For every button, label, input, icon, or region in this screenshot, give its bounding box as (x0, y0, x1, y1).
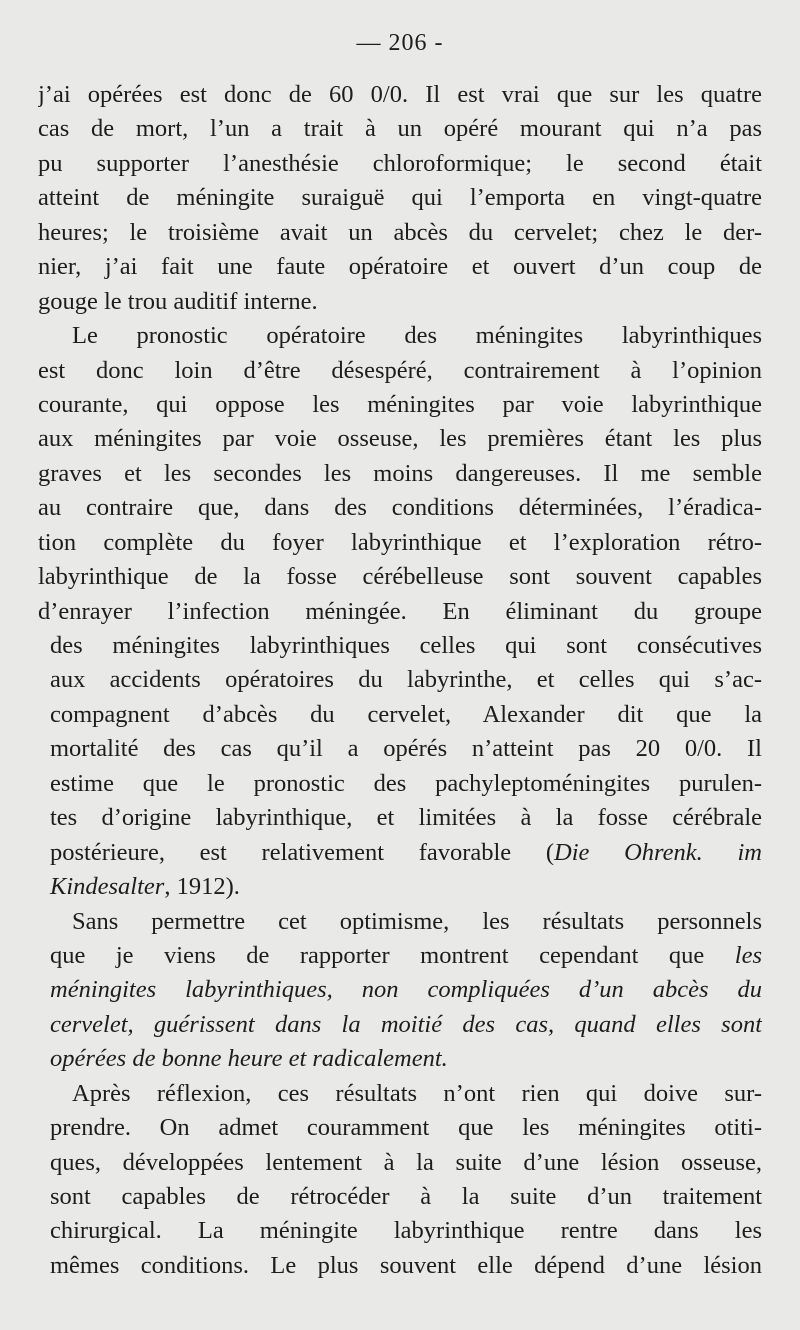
text-segment: aux accidents opératoires du labyrinthe, et celles qui s’ac- (50, 666, 762, 694)
italic-text: cervelet, guérissent dans la moitié des cas, quand elles sont (50, 1010, 762, 1038)
text-line (38, 698, 762, 732)
text-line (38, 560, 762, 594)
text-segment: ques, développées lentement à la suite d’une lésion osseuse, (50, 1148, 762, 1176)
text-segment: mortalité des cas qu’il a opérés n’atteint pas 20 0/0. Il (50, 735, 762, 763)
text-segment: mêmes conditions. Le plus souvent elle dépend d’une lésion (50, 1251, 762, 1279)
italic-text: les (734, 941, 762, 969)
text-line (38, 526, 762, 560)
text-line (38, 216, 762, 250)
text-line (38, 1146, 762, 1180)
text-line (38, 422, 762, 456)
text-line (38, 663, 762, 697)
text-segment: cas de mort, l’un a trait à un opéré mourant qui n’a pas (38, 115, 762, 143)
text-line (38, 354, 762, 388)
text-line (38, 112, 762, 146)
page-number: — 206 - (356, 30, 444, 56)
text-line (38, 939, 762, 973)
text-segment: sont capables de rétrocéder à la suite d’un traitement (50, 1183, 762, 1210)
body-text (38, 78, 762, 1283)
text-line (38, 491, 762, 525)
text-segment: Le pronostic opératoire des méningites labyrinthiques (72, 322, 762, 350)
text-line (38, 1042, 762, 1076)
text-segment: chirurgical. La méningite labyrinthique rentre dans les (50, 1217, 762, 1245)
text-line (38, 250, 762, 284)
text-line (38, 836, 762, 870)
text-line (38, 973, 762, 1007)
text-segment: aux méningites par voie osseuse, les premières étant les plus (38, 425, 762, 453)
text-segment: que je viens de rapporter montrent cependant que (50, 941, 735, 969)
text-segment: des méningites labyrinthiques celles qui sont consécutives (50, 632, 762, 659)
text-line (38, 870, 762, 904)
text-line (38, 595, 762, 629)
text-segment: j’ai opérées est donc de 60 0/0. Il est vrai que sur les quatre (38, 81, 762, 108)
text-line (38, 181, 762, 215)
italic-text: méningites labyrinthiques, non compliquées d’un abcès du (50, 976, 762, 1004)
text-line (38, 78, 762, 112)
text-segment: est donc loin d’être désespéré, contrairement à l’opinion (38, 356, 762, 384)
text-line (38, 767, 762, 801)
text-segment: au contraire que, dans des conditions déterminées, l’éradica- (38, 494, 762, 522)
text-segment: graves et les secondes les moins dangereuses. Il me semble (38, 459, 762, 487)
text-line (38, 1214, 762, 1248)
text-line (38, 1008, 762, 1042)
text-segment: nier, j’ai fait une faute opératoire et ouvert d’un coup de (38, 253, 762, 281)
text-segment: tion complète du foyer labyrinthique et l’exploration rétro- (38, 528, 762, 556)
italic-text: Die Ohrenk. im (554, 838, 762, 866)
text-line (38, 319, 762, 353)
text-line (38, 801, 762, 835)
text-line (38, 629, 762, 663)
text-line (38, 457, 762, 491)
text-segment: pu supporter l’anesthésie chloroformique; le second était (38, 149, 762, 177)
text-segment: gouge le trou auditif interne. (38, 287, 318, 315)
italic-text: Kindesalter (50, 873, 165, 901)
text-line (38, 1249, 762, 1283)
text-line (38, 732, 762, 766)
text-segment: atteint de méningite suraiguë qui l’emporta en vingt-quatre (38, 184, 762, 212)
text-segment: Après réflexion, ces résultats n’ont rien qui doive sur- (72, 1079, 762, 1107)
text-segment: Sans permettre cet optimisme, les résultats personnels (72, 907, 762, 935)
text-segment: d’enrayer l’infection méningée. En éliminant du groupe (38, 597, 762, 625)
text-line (38, 1077, 762, 1111)
text-segment: prendre. On admet couramment que les méningites otiti- (50, 1114, 762, 1142)
text-segment: courante, qui oppose les méningites par voie labyrinthique (38, 390, 762, 418)
text-segment: estime que le pronostic des pachyleptoméningites purulen- (50, 769, 762, 797)
text-segment: compagnent d’abcès du cervelet, Alexander dit que la (50, 700, 762, 728)
text-line (38, 285, 762, 319)
text-line (38, 1111, 762, 1145)
italic-text: opérées de bonne heure et radicalement. (50, 1045, 448, 1073)
text-segment: labyrinthique de la fosse cérébelleuse sont souvent capables (38, 563, 762, 591)
text-line (38, 388, 762, 422)
text-line (38, 905, 762, 939)
text-segment: tes d’origine labyrinthique, et limitées à la fosse cérébrale (50, 804, 762, 832)
text-line (38, 147, 762, 181)
text-segment: , 1912). (164, 873, 240, 901)
text-segment: postérieure, est relativement favorable ( (50, 838, 555, 866)
text-line (38, 1180, 762, 1214)
text-segment: heures; le troisième avait un abcès du cervelet; chez le der- (38, 218, 762, 246)
